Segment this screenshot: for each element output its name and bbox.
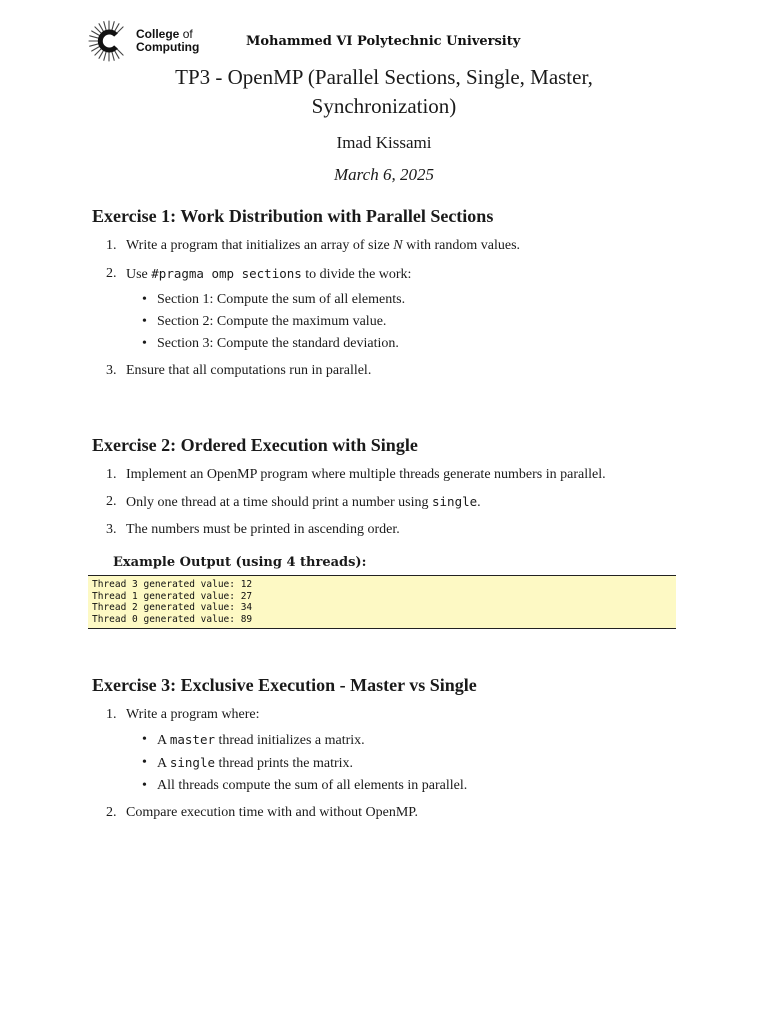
college-logo: [88, 20, 199, 62]
logo-college: College: [136, 27, 180, 41]
title-line-2: Synchronization): [311, 94, 457, 118]
exercise-2-list: [92, 466, 682, 538]
example-output-code: [88, 575, 676, 629]
list-item: 3. The numbers must be printed in ascending order.: [106, 522, 400, 537]
exercise-3-list: [92, 706, 682, 821]
code-line: Thread 1 generated value: 27: [92, 590, 253, 602]
author: Imad Kissami: [336, 133, 432, 152]
list-item: • A master thread initializes a matrix.: [142, 732, 365, 748]
code-line: Thread 3 generated value: 12: [92, 579, 253, 590]
list-item: • All threads compute the sum of all elements in parallel.: [142, 778, 468, 793]
code-single: single: [169, 755, 215, 770]
list-item: • Section 1: Compute the sum of all elements.: [142, 292, 406, 307]
list-item: 3. Ensure that all computations run in parallel.: [106, 363, 372, 378]
logo-text: [136, 28, 199, 54]
title-line-1: TP3 - OpenMP (Parallel Sections, Single, Master,: [175, 65, 593, 89]
exercise-3-sublist: [126, 731, 682, 794]
document-title: [80, 63, 688, 121]
list-item: 1. Implement an OpenMP program where multiple threads generate numbers in parallel.: [106, 467, 606, 482]
exercise-2-title: Exercise 2: Ordered Execution with Single: [92, 435, 418, 455]
exercise-2: [92, 435, 682, 538]
list-item: 1. Write a program that initializes an array of size N with random values.: [106, 238, 521, 253]
list-item: 2. Only one thread at a time should print a number using single.: [106, 494, 481, 510]
exercise-1-title: Exercise 1: Work Distribution with Parallel Sections: [92, 206, 494, 226]
code-single: single: [432, 494, 478, 509]
code-line: Thread 2 generated value: 34: [92, 602, 253, 613]
code-line: Thread 0 generated value: 89: [92, 613, 253, 625]
page-header: [88, 20, 688, 68]
list-item: • Section 3: Compute the standard deviation.: [142, 336, 399, 351]
list-item: 2. Compare execution time with and without OpenMP.: [106, 805, 419, 820]
code-master: master: [169, 732, 215, 747]
list-item: 2. Use #pragma omp sections to divide the work: • Section 1: Compute the sum of all elements. • Section 2: Compute the maximum value. • Section 3: Compute the standard deviation.: [92, 265, 682, 352]
university-name: Mohammed VI Polytechnic University: [246, 34, 521, 49]
exercise-1-sublist: [126, 291, 682, 352]
example-output-label: Example Output (using 4 threads):: [113, 555, 367, 570]
date: March 6, 2025: [334, 165, 434, 184]
variable-n: N: [393, 238, 403, 253]
logo-computing: Computing: [136, 40, 200, 54]
exercise-1-list: [92, 237, 682, 379]
list-item: • Section 2: Compute the maximum value.: [142, 314, 387, 329]
college-logo-icon: [88, 20, 130, 62]
code-pragma: #pragma omp sections: [151, 266, 302, 281]
exercise-3-title: Exercise 3: Exclusive Execution - Master vs Single: [92, 675, 477, 695]
list-item: • A single thread prints the matrix.: [142, 755, 354, 771]
list-item: 1. Write a program where: • A master thread initializes a matrix. • A single thread prints the matrix. • All threads compute the sum of all elements in parallel.: [92, 706, 682, 794]
logo-of: of: [182, 27, 193, 41]
exercise-3: [92, 675, 682, 821]
exercise-1: [92, 206, 682, 379]
